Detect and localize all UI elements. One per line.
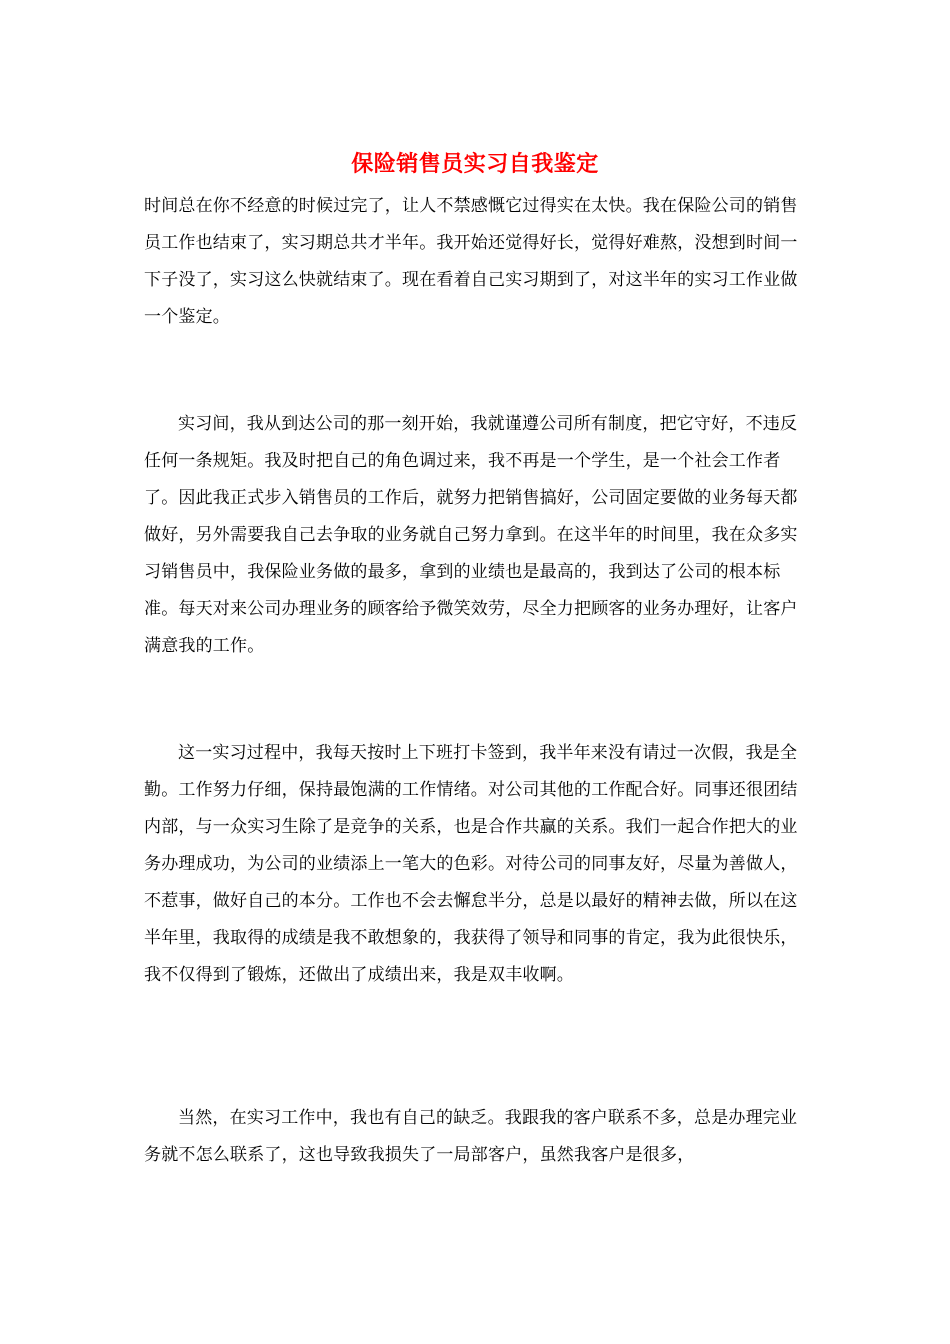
paragraph-1: 时间总在你不经意的时候过完了，让人不禁感慨它过得实在太快。我在保险公司的销售员工作也结束了，实习期总共才半年。我开始还觉得好长，觉得好难熬，没想到时间一下子没了，实习这么快就结束了。现在看着自己实习期到了，对这半年的实习工作业做一个鉴定。 <box>144 196 798 327</box>
paragraph-4: 当然，在实习工作中，我也有自己的缺乏。我跟我的客户联系不多，总是办理完业务就不怎么联系了，这也导致我损失了一局部客户，虽然我客户是很多， <box>144 1108 798 1165</box>
paragraph-2: 实习间，我从到达公司的那一刻开始，我就谨遵公司所有制度，把它守好，不违反任何一条规矩。我及时把自己的角色调过来，我不再是一个学生，是一个社会工作者了。因此我正式步入销售员的工作后，就努力把销售搞好，公司固定要做的业务每天都做好，另外需要我自己去争取的业务就自己努力拿到。在这半年的时间里，我在众多实习销售员中，我保险业务做的最多，拿到的业绩也是最高的，我到达了公司的根本标准。每天对来公司办理业务的顾客给予微笑效劳，尽全力把顾客的业务办理好，让客户满意我的工作。 <box>144 414 798 656</box>
paragraph-3: 这一实习过程中，我每天按时上下班打卡签到，我半年来没有请过一次假，我是全勤。工作努力仔细，保持最饱满的工作情绪。对公司其他的工作配合好。同事还很团结内部，与一众实习生除了是竞争的关系，也是合作共赢的关系。我们一起合作把大的业务办理成功，为公司的业绩添上一笔大的色彩。对待公司的同事友好，尽量为善做人，不惹事，做好自己的本分。工作也不会去懈怠半分，总是以最好的精神去做，所以在这半年里，我取得的成绩是我不敢想象的，我获得了领导和同事的肯定，我为此很快乐，我不仅得到了锻炼，还做出了成绩出来，我是双丰收啊。 <box>144 743 798 985</box>
document-title: 保险销售员实习自我鉴定 <box>351 151 599 177</box>
